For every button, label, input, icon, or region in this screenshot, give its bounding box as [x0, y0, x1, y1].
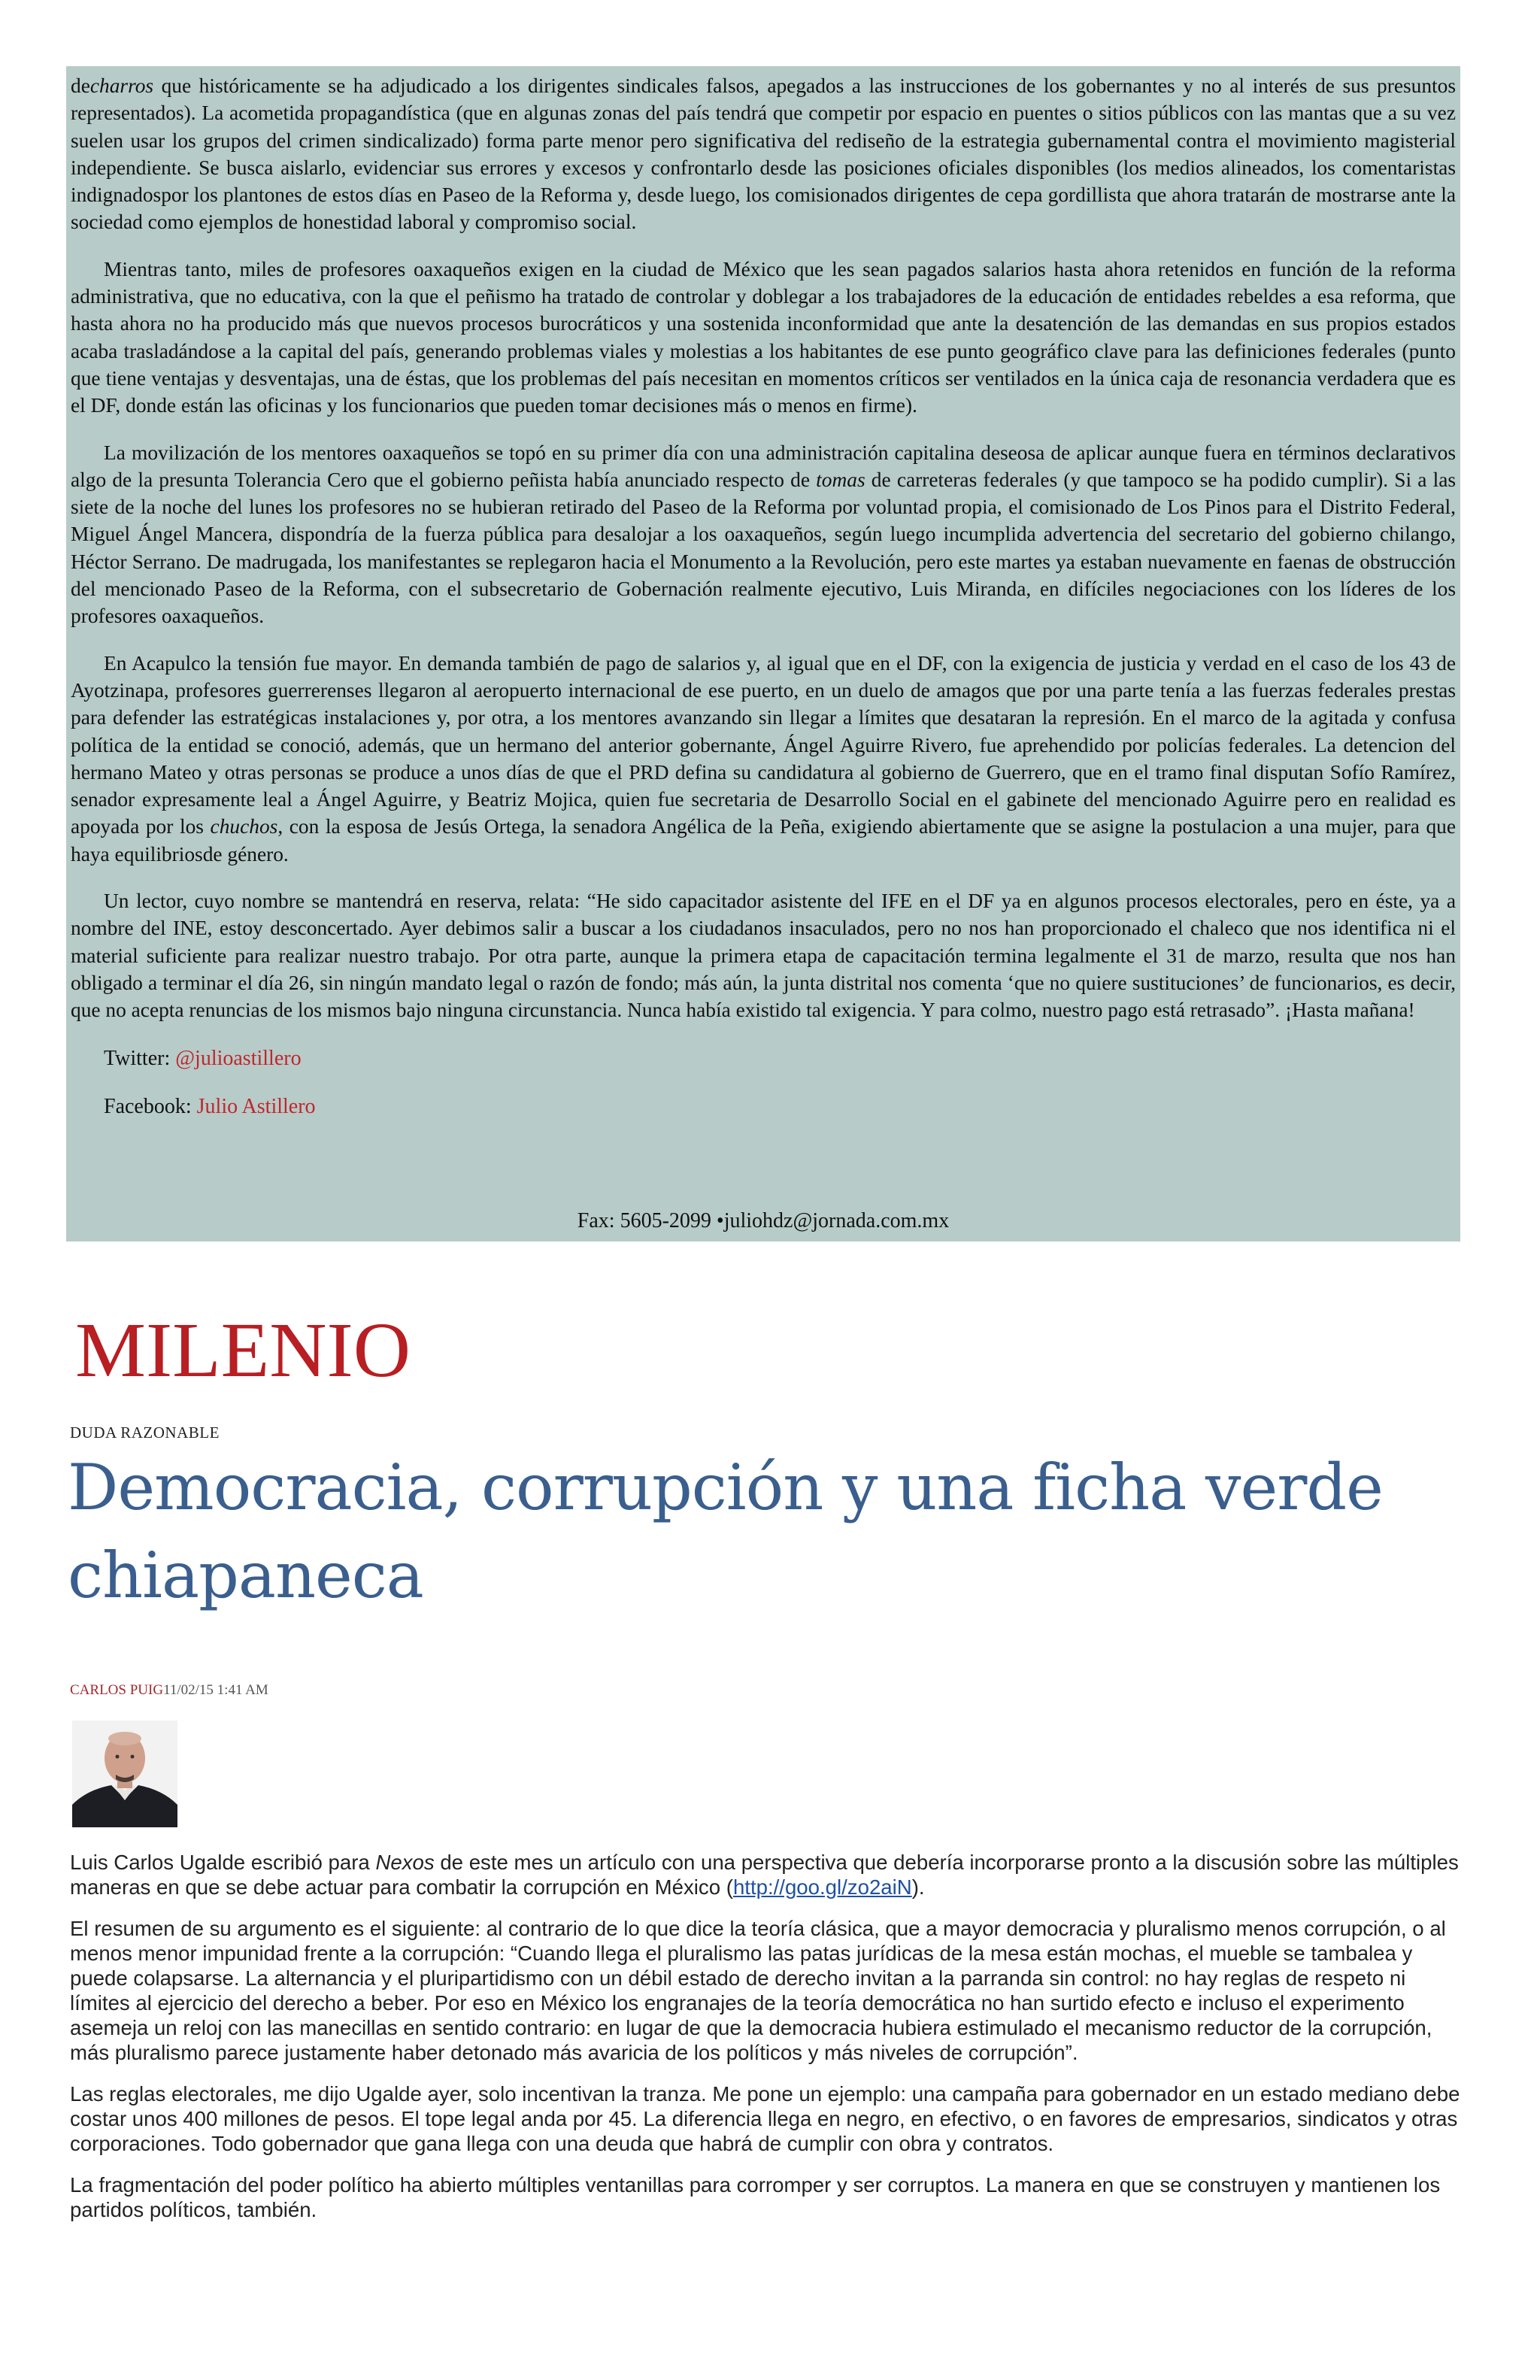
twitter-link[interactable]: @julioastillero [175, 1046, 302, 1070]
publish-date: 11/02/15 1:41 AM [163, 1682, 268, 1698]
fax-contact: Fax: 5605-2099 •juliohdz@jornada.com.mx [577, 1209, 950, 1232]
column-paragraph-4: En Acapulco la tensión fue mayor. En demanda también de pago de salarios y, al igual que en el DF, con la exigencia de justicia y verdad en el caso de los 43 de Ayotzinapa, profesores guerrerenses llegaron al aeropuerto internacional de ese puerto, en un duelo de amagos que por una parte tenía a las fuerzas federales prestas para defender las estratégicas instalaciones y, por otra, a los mentores avanzando sin llegar a límites que desataran la represión. En el marco de la agitada y confusa política de la entidad se conoció, además, que un hermano del anterior gobernante, Ángel Aguirre Rivero, fue aprehendido por policías federales. La detencion del hermano Mateo y otras personas se produce a unos días de que el PRD defina su candidatura al gobierno de Guerrero, que en el tramo final disputan Sofío Ramírez, senador expresamente leal a Ángel Aguirre, y Beatriz Mojica, quien fue secretaria de Desarrollo Social en el gabinete del mencionado Aguirre pero en realidad es apoyada por los chuchos, con la esposa de Jesús Ortega, la senadora Angélica de la Peña, exigiendo abiertamente que se asigne la postulacion a una mujer, para que haya equilibriosde género. [71, 651, 1457, 866]
section-label: DUDA RAZONABLE [70, 1423, 220, 1442]
milenio-logo [72, 1307, 418, 1397]
twitter-line: Twitter: @julioastillero [104, 1046, 302, 1070]
column-paragraph-3: La movilización de los mentores oaxaqueños se topó en su primer día con una administración capitalina deseosa de aplicar aunque fuera en términos declarativos algo de la presunta Tolerancia Cero que el gobierno peñista había anunciado respecto de tomas de carreteras federales (y que tampoco se ha podido cumplir). Si a las siete de la noche del lunes los profesores no se hubieran retirado del Paseo de la Reforma por voluntad propia, el comisionado de Los Pinos para el Distrito Federal, Miguel Ángel Mancera, dispondría de la fuerza pública para desalojar a los oaxaqueños, según luego incumplida advertencia del secretario del gobierno chilango, Héctor Serrano. De madrugada, los manifestantes se replegaron hacia el Monumento a la Revolución, pero este martes ya estaban nuevamente en faenas de obstrucción del mencionado Paseo de la Reforma, con el subsecretario de Gobernación realmente ejecutivo, Luis Miranda, en difíciles negociaciones con los líderes de los profesores oaxaqueños. [71, 441, 1457, 628]
emphasis-charros: charros [89, 74, 154, 97]
byline [70, 1682, 268, 1699]
author-avatar [72, 1721, 177, 1827]
emphasis-tomas: tomas [816, 468, 865, 491]
emphasis-chuchos: chuchos [210, 815, 278, 838]
facebook-line: Facebook: Julio Astillero [104, 1094, 316, 1118]
column-paragraph-2: Mientras tanto, miles de profesores oaxaqueños exigen en la ciudad de México que les sean pagados salarios hasta ahora retenidos en función de la reforma administrativa, que no educativa, con la que el peñismo ha tratado de controlar y doblegar a los trabajadores de la educación de entidades rebeldes a esa reforma, que hasta ahora no ha producido más que nuevos procesos burocráticos y una sostenida inconformidad que ante la desatención de las demandas en sus propios estados acaba trasladándose a la capital del país, generando problemas viales y molestias a los habitantes de ese punto geográfico clave para las definiciones federales (punto que tiene ventajas y desventajas, una de éstas, que los problemas del país necesitan en momentos críticos ser ventilados en la única caja de resonancia verdadera que es el DF, donde están las oficinas y los funcionarios que pueden tomar decisiones más o menos en firme). [71, 257, 1456, 417]
article-paragraph-1: Luis Carlos Ugalde escribió para Nexos de este mes un artículo con una perspectiva que debería incorporarse pronto a la discusión sobre las múltiples maneras en que se debe actuar para combatir la corrupción en México (http://goo.gl/zo2aiN). [70, 1851, 1459, 1899]
article-body [70, 1850, 1469, 2239]
article-headline: Democracia, corrupción y una ficha verde chiapaneca [68, 1451, 1383, 1612]
article-paragraph-3: Las reglas electorales, me dijo Ugalde ayer, solo incentivan la tranza. Me pone un ejemplo: una campaña para gobernador en un estado mediano debe costar unos 400 millones de pesos. El tope legal anda por 45. La diferencia llega en negro, en efectivo, o en favores de empresarios, sindicatos y otras corporaciones. Todo gobernador que gana llega con una deuda que habrá de cumplir con obra y contratos. [70, 2082, 1460, 2155]
facebook-link[interactable]: Julio Astillero [196, 1094, 316, 1118]
author-link[interactable]: CARLOS PUIG [70, 1682, 164, 1698]
column-paragraph-1: decharros que históricamente se ha adjudicado a los dirigentes sindicales falsos, apegados a las instrucciones de los gobernantes y no al interés de sus presuntos representados). La acometida propagandística (que en algunas zonas del país tendrá que competir por espacio en puentes o sitios públicos con las mantas que a su vez suelen usar los grupos del crimen sindicalizado) forma parte menor pero significativa del rediseño de la estrategia gubernamental contra el movimiento magisterial independiente. Se busca aislarlo, evidenciar sus errores y excesos y confrontarlo desde las posiciones oficiales disponibles (los medios alineados, los comentaristas indignadospor los plantones de estos días en Paseo de la Reforma y, desde luego, los comisionados dirigentes de cepa gordillista que ahora tratarán de mostrarse ante la sociedad como ejemplos de honestidad laboral y compromiso social. [71, 74, 1456, 234]
nexos-link[interactable]: http://goo.gl/zo2aiN [732, 1875, 912, 1899]
column-block [66, 66, 1460, 1242]
article-paragraph-4: La fragmentación del poder político ha abierto múltiples ventanillas para corromper y ser corruptos. La manera en que se construyen y mantienen los partidos políticos, también. [70, 2173, 1441, 2221]
milenio-logo-text: MILENIO [75, 1307, 411, 1393]
article-paragraph-2: El resumen de su argumento es el siguiente: al contrario de lo que dice la teoría clásica, que a mayor democracia y pluralismo menos corrupción, o al menos menor impunidad frente a la corrupción: “Cuando llega el pluralismo las patas jurídicas de la mesa están mochas, el mueble se tambalea y puede colapsarse. La alternancia y el pluripartidismo con un débil estado de derecho invitan a la parranda sin control: no hay reglas de respeto ni límites al ejercicio del derecho a beber. Por eso en México los engranajes de la teoría democrática no han surtido efecto e incluso el experimento asemeja un reloj con las manecillas en sentido contrario: en lugar de que la democracia hubiera estimulado el mecanismo reductor de la corrupción, más pluralismo parece justamente haber detonado más avaricia de los políticos y más niveles de corrupción”. [70, 1917, 1446, 2064]
column-paragraph-5: Un lector, cuyo nombre se mantendrá en reserva, relata: “He sido capacitador asistente del IFE en el DF ya en algunos procesos electorales, pero en éste, ya a nombre del INE, estoy desconcertado. Ayer debimos salir a buscar a los ciudadanos insaculados, pero no nos han proporcionado el chaleco que nos identifica ni el material suficiente para realizar nuestro trabajo. Por otra parte, aunque la primera etapa de capacitación termina legalmente el 31 de marzo, resulta que nos han obligado a terminar el día 26, sin ningún mandato legal o razón de fondo; más aún, la junta distrital nos comenta ‘que no quiere sustituciones’ de funcionarios, es decir, que no acepta renuncias de los mismos bajo ninguna circunstancia. Nunca había existido tal exigencia. Y para colmo, nuestro pago está retrasado”. ¡Hasta mañana! [71, 890, 1456, 1022]
emphasis-nexos: Nexos [375, 1851, 435, 1874]
